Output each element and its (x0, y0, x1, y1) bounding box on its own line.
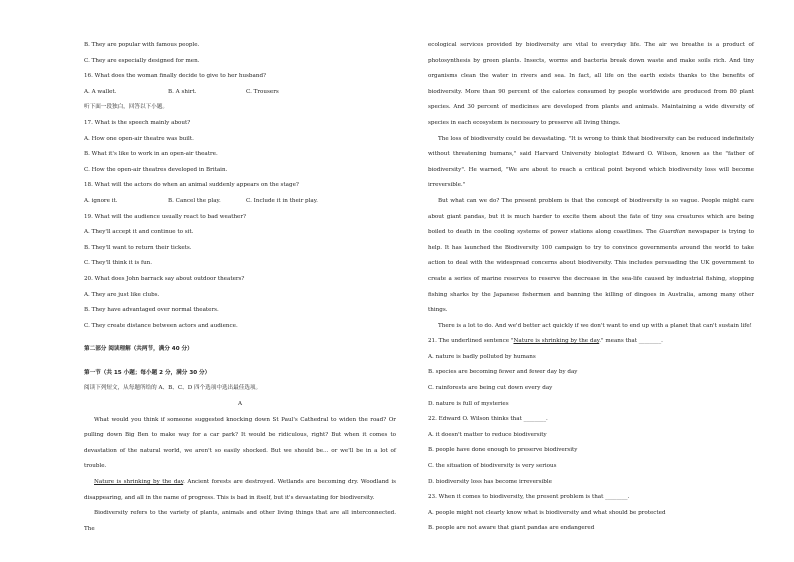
question-22: 22. Edward O. Wilson thinks that ________. (428, 416, 548, 423)
section-1-heading: 第一节（共 15 小题；每小题 2 分，满分 30 分） (84, 369, 211, 376)
question-19: 19. What will the audience usually react to bad weather? (84, 213, 247, 220)
option-b: B. Cancel the play. (168, 197, 221, 204)
option-line: B. people have done enough to preserve biodiversity (428, 447, 578, 454)
option-a: A. ignore it. (84, 197, 118, 204)
option-c: C. Trousers (246, 88, 279, 95)
option-line: B. people are not aware that giant pandas are endangered (428, 525, 595, 532)
question-21: 21. The underlined sentence "Nature is shrinking by the day." means that ________. (428, 338, 663, 345)
option-line: C. They are especially designed for men. (84, 57, 200, 64)
option-line: A. nature is badly polluted by humans (428, 353, 536, 360)
option-line: C. How the open-air theatres developed in Britain. (84, 166, 228, 173)
option-line: B. They are popular with famous people. (84, 42, 200, 48)
option-line: C. the situation of biodiversity is very serious (428, 463, 557, 470)
question-23: 23. When it comes to biodiversity, the present problem is that ________. (428, 494, 630, 501)
option-line: A. They'll accept it and continue to sit. (84, 229, 194, 236)
passage-paragraph: What would you think if someone suggested knocking down St Paul's Cathedral to widen the road? Or pulling down Big Ben to make way for a car park? It would be ridiculous, right? But when it comes to devastation of the natural world, we aren't so easily shocked. But we should be... or we'll be in a lot of trouble. (84, 416, 396, 470)
question-16: 16. What does the woman finally decide to give to her husband? (84, 73, 267, 80)
newspaper-name: Guardian (659, 229, 686, 236)
option-line: D. nature is full of mysteries (428, 400, 509, 407)
option-line: A. people might not clearly know what is biodiversity and what should be protected (428, 509, 666, 516)
passage-paragraph: But what can we do? The present problem is that the concept of biodiversity is so vague. People might care about giant pandas, but it is much harder to excite them about the fate of tiny sea creatures which are being boiled to death in the cooling systems of power stations along coastlines. The Guardian newspaper is trying to help. It has launched the Biodiversity 100 campaign to try to convince governments around the world to take action to deal with the widespread concerns about biodiversity. This includes persuading the UK government to create a series of marine reserves to reserve the decrease in the sea-life caused by industrial fishing, stopping fishing sharks by the Japanese fishermen and banning the killing of dingoes in Australia, among many other things. (428, 197, 754, 314)
option-line: A. it doesn't matter to reduce biodiversity (428, 431, 547, 438)
reading-instruction: 阅读下列短文，从每题所给的 A、B、C、D 四个选项中选出最佳选项。 (84, 385, 262, 392)
option-line: D. biodiversity loss has become irreversible (428, 478, 552, 485)
question-20: 20. What does John barrack say about outdoor theaters? (84, 275, 245, 282)
option-line: C. They create distance between actors and audience. (84, 322, 238, 329)
question-18: 18. What will the actors do when an animal suddenly appears on the stage? (84, 182, 299, 189)
question-17: 17. What is the speech mainly about? (84, 119, 191, 126)
part-2-heading: 第二部分 阅读理解（共两节，满分 40 分） (84, 346, 193, 353)
option-line: A. How one open-air theatre was built. (84, 135, 194, 142)
option-line: B. They'll want to return their tickets. (84, 244, 192, 251)
option-line: A. They are just like clubs. (84, 291, 160, 298)
option-line: B. What it's like to work in an open-air theatre. (84, 151, 218, 158)
option-c: C. Include it in their play. (246, 197, 318, 204)
left-column (84, 38, 396, 537)
option-b: B. A shirt. (168, 88, 197, 95)
passage-paragraph: The loss of biodiversity could be devastating. "It is wrong to think that biodiversity can be reduced indefinitely without threatening humans," said Harvard University biologist Edward O. Wilson, known as the "father of biodiversity". He warned, "We are about to reach a critical point beyond which biodiversity loss will become irreversible." (428, 135, 754, 189)
passage-paragraph: There is a lot to do. And we'd better act quickly if we don't want to end up with a planet that can't sustain life! (438, 322, 752, 329)
question-16-options (84, 85, 396, 101)
option-a: A. A wallet. (84, 88, 117, 95)
right-column (428, 38, 754, 537)
listening-instruction: 听下面一段独白，回答以下小题。 (84, 104, 168, 111)
question-18-options (84, 194, 396, 210)
option-line: B. They have advantaged over normal theaters. (84, 307, 219, 314)
passage-paragraph: ecological services provided by biodiversity are vital to everyday life. The air we breathe is a product of photosynthesis by green plants. Insects, worms and bacteria break down waste and make soils rich. And tiny organisms clean the water in rivers and sea. In fact, all life on the earth exists thanks to the benefits of biodiversity. More than 90 percent of the calories consumed by people worldwide are produced from 80 plant species. And 30 percent of medicines are developed from plants and animals. Maintaining a wide diversity of species in each ecosystem is necessary to preserve all living things. (428, 42, 754, 126)
underlined-sentence: Nature is shrinking by the day (94, 479, 184, 486)
passage-paragraph: Biodiversity refers to the variety of plants, animals and other living things that are all interconnected. The (84, 510, 396, 532)
option-line: B. species are becoming fewer and fewer day by day (428, 369, 578, 376)
option-line: C. rainforests are being cut down every day (428, 385, 553, 392)
passage-label: A (237, 401, 243, 408)
passage-paragraph: Nature is shrinking by the day. Ancient forests are destroyed. Wetlands are becoming dry. Woodland is disappearing, and all in the name of progress. This is bad in itself, but it's devastating for biodiversity. (84, 479, 397, 501)
option-line: C. They'll think it is fun. (84, 260, 153, 267)
